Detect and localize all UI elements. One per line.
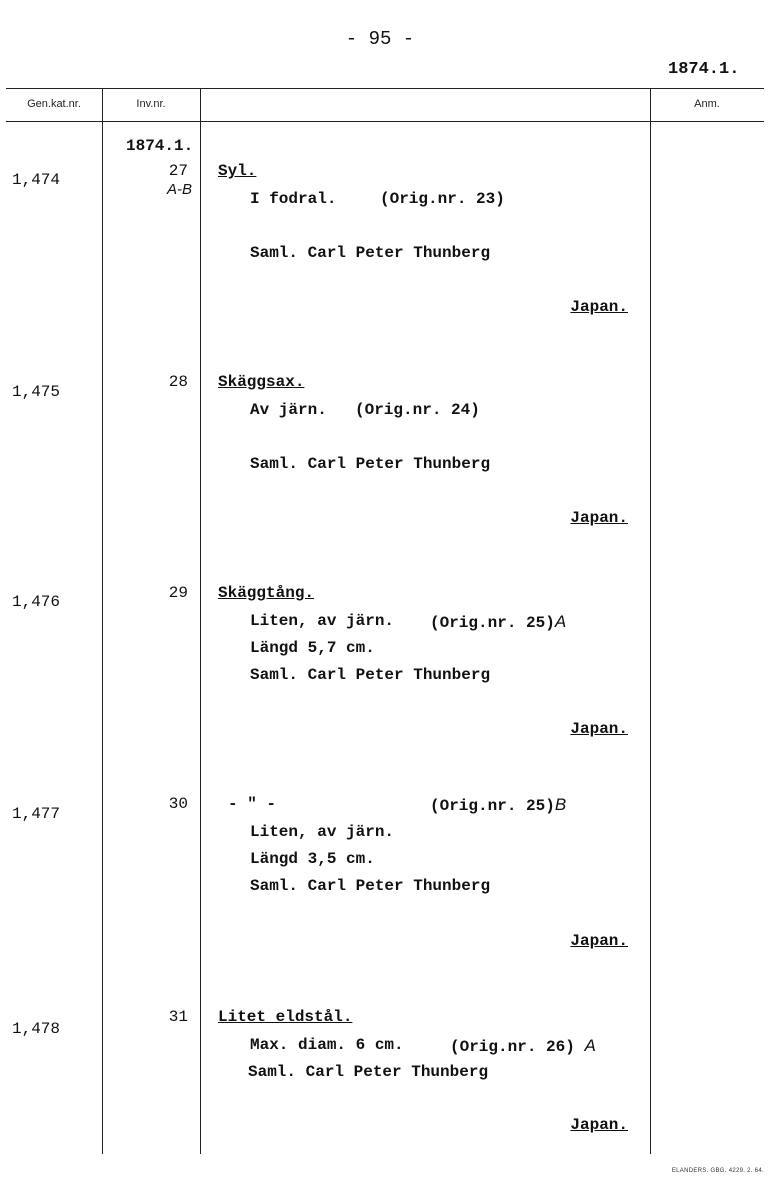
origin-place: Japan.: [570, 932, 628, 950]
collection-note: Saml. Carl Peter Thunberg: [250, 455, 491, 473]
gen-kat-number: 1,477: [12, 805, 61, 823]
handwritten-mark: B: [554, 795, 567, 814]
gen-kat-number: 1,474: [12, 171, 61, 189]
inv-number: 27: [168, 162, 188, 180]
original-number: (Orig.nr. 24): [355, 401, 480, 419]
original-number: (Orig.nr. 26) A: [450, 1036, 596, 1056]
object-title: Syl.: [218, 162, 257, 180]
origin-place: Japan.: [570, 509, 628, 527]
inv-number: 28: [168, 373, 188, 391]
object-description: Av järn.: [250, 401, 327, 419]
column-divider-3: [650, 88, 651, 1154]
column-header-gen-kat-nr: Gen.kat.nr.: [27, 98, 81, 110]
column-header-description: [200, 98, 650, 116]
column-divider-1: [102, 88, 103, 1154]
handwritten-mark: A: [584, 1036, 596, 1055]
object-title: Skäggsax.: [218, 373, 305, 391]
original-number: (Orig.nr. 23): [380, 190, 505, 208]
object-title: Litet eldstål.: [218, 1008, 353, 1026]
catalog-id: 1874.1.: [668, 60, 740, 79]
original-number: (Orig.nr. 25)B: [430, 795, 567, 815]
printer-imprint: ELANDERS. GBG. 4229. 2. 64.: [671, 1168, 764, 1174]
object-title: Skäggtång.: [218, 584, 315, 602]
object-description: Max. diam. 6 cm.: [250, 1036, 404, 1054]
object-length: Längd 5,7 cm.: [250, 639, 375, 657]
collection-note: Saml. Carl Peter Thunberg: [250, 666, 491, 684]
collection-note: Saml. Carl Peter Thunberg: [248, 1063, 489, 1081]
inv-sub-number: A-B: [166, 181, 192, 198]
collection-note: Saml. Carl Peter Thunberg: [250, 877, 491, 895]
gen-kat-number: 1,476: [12, 593, 61, 611]
origin-place: Japan.: [570, 720, 628, 738]
handwritten-mark: A: [554, 612, 567, 631]
page-number: - 95 -: [345, 28, 415, 50]
column-header-inv-nr: Inv.nr.: [136, 98, 166, 110]
collection-note: Saml. Carl Peter Thunberg: [250, 244, 491, 262]
object-description: Liten, av järn.: [250, 612, 395, 630]
origin-place: Japan.: [570, 298, 628, 316]
object-description: Liten, av järn.: [250, 823, 395, 841]
inventory-year-label: 1874.1.: [126, 137, 194, 155]
gen-kat-number: 1,475: [12, 383, 61, 401]
inv-number: 29: [168, 584, 188, 602]
ditto-mark: - " -: [228, 795, 277, 813]
inv-number: 30: [168, 795, 188, 813]
gen-kat-number: 1,478: [12, 1020, 61, 1038]
inv-number: 31: [168, 1008, 188, 1026]
object-length: Längd 3,5 cm.: [250, 850, 375, 868]
object-description: I fodral.: [250, 190, 337, 208]
original-number: (Orig.nr. 25)A: [430, 612, 567, 632]
column-header-anm: Anm.: [694, 98, 720, 110]
column-divider-2: [200, 88, 201, 1154]
origin-place: Japan.: [570, 1116, 628, 1134]
